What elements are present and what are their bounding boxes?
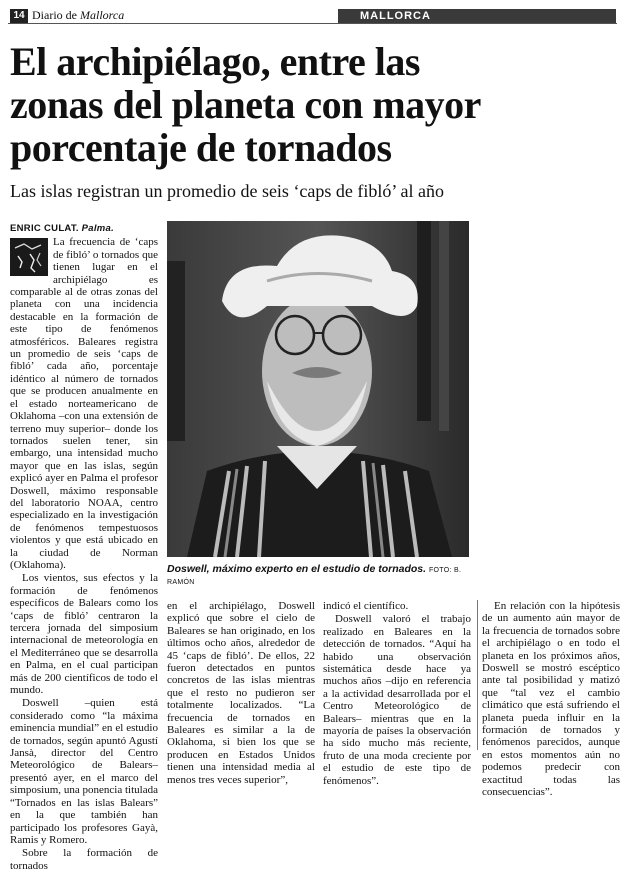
article-column-4 bbox=[482, 600, 620, 800]
section-label: MALLORCA bbox=[338, 9, 616, 23]
article-column-2 bbox=[167, 600, 315, 787]
col1-paragraph-1: La frecuencia de ‘caps de fibló’ o tornados que tienen lugar en el archipiélago es comparable al de otras zonas del planeta con una incidencia destacable en la formación de este tipo de fenómenos atmosféricos. Baleares registra un promedio de seis ‘caps de fibló’ cada año, porcentaje idéntico al número de tornados que se producen anualmente en el estado norteamericano de Oklahoma –con una extensión de terreno muy superior– donde los tornados suelen tener, sin embargo, una intensidad mucho mayor que en las islas, según explicó ayer en Palma el profesor Doswell, máximo responsable del laboratorio NOAA, centro especializado en la investigación de fenómenos tempestuosos violentos y que está ubicado en la ciudad de Norman (Oklahoma). bbox=[10, 236, 158, 571]
newspaper-name bbox=[32, 8, 124, 23]
newspaper-name-prefix: Diario de bbox=[32, 8, 80, 22]
col3-paragraph-2: Doswell valoró el trabajo realizado en Baleares en la detección de tornados. “Aquí ha habido una observación sistemática desde hace ya muchos años –dijo en referencia a la actividad desarrollada por el Centro Meteorológico de Balears– mientras que en la mayoría de países la observación ha sido mucho más reciente, fruto de una moda creciente por el estudio de este tipo de fenómenos”. bbox=[323, 613, 471, 787]
col3-paragraph-1: indicó el científico. bbox=[323, 600, 409, 612]
byline-author: ENRIC CULAT. bbox=[10, 223, 79, 234]
col1-paragraph-4: Sobre la formación de tornados bbox=[10, 847, 158, 872]
newspaper-name-suffix: Mallorca bbox=[79, 8, 125, 22]
col4-paragraph-1: En relación con la hipótesis de un aumento aún mayor de la frecuencia de tornados sobre el archipiélago o en todo el planeta en los próximos años, Doswell se mostró escéptico ante tal posibilidad y matizó que “tal vez el cambio climático que está sufriendo el planeta pueda influir en la formación de tornados y fenómenos parecidos, aunque en estos momentos aún no podemos predecir con exactitud todas las consecuencias”. bbox=[482, 600, 620, 799]
photo-caption bbox=[167, 563, 477, 587]
article-column-1 bbox=[10, 222, 158, 873]
photo-credit: FOTO: B. RAMÓN bbox=[167, 567, 462, 586]
article-subhead: Las islas registran un promedio de seis ‘caps de fibló’ al año bbox=[10, 181, 445, 201]
column-divider bbox=[477, 600, 478, 750]
byline bbox=[10, 222, 158, 235]
col1-paragraph-2: Los vientos, sus efectos y la formación de fenómenos específicos de Balears como los ‘caps de fibló’ centraron la tercera jornada del simposium internacional de meteorología en el Mediterráneo que se desarrolla en Palma, en el cual participan más de 200 científicos de todo el mundo. bbox=[10, 572, 158, 697]
col1-paragraph-3: Doswell –quien está considerado como “la máxima eminencia mundial” en el estudio de tornados, según apuntó Agustí Jansà, director del Centro Meteorológico de Balears– presentó ayer, en el marco del simposium, una ponencia titulada “Tornados en las islas Balears” en la que también han participado los profesores Gayà, Ramis y Romero. bbox=[10, 697, 158, 846]
storm-icon bbox=[10, 238, 48, 276]
col2-paragraph-1: en el archipiélago, Doswell explicó que sobre el cielo de Baleares se han originado, en los últimos ocho años, alrededor de 45 ‘caps de fibló’. De ellos, 22 fueron detectados en puntos concretos de las islas mientras que el resto no pudieron ser totalmente localizados. “La frecuencia de tornados en Baleares es similar a la de Oklahoma, si bien los que se producen en Estados Unidos tienen una intensidad media al menos tres veces superior”, bbox=[167, 600, 315, 786]
page-number: 14 bbox=[10, 9, 28, 23]
byline-place: Palma. bbox=[81, 223, 115, 234]
article-column-3 bbox=[323, 600, 471, 788]
portrait-photo bbox=[167, 221, 469, 557]
article-headline: El archipiélago, entre las zonas del planeta con mayor porcentaje de tornados bbox=[10, 39, 481, 170]
caption-text: Doswell, máximo experto en el estudio de tornados. bbox=[167, 563, 427, 575]
